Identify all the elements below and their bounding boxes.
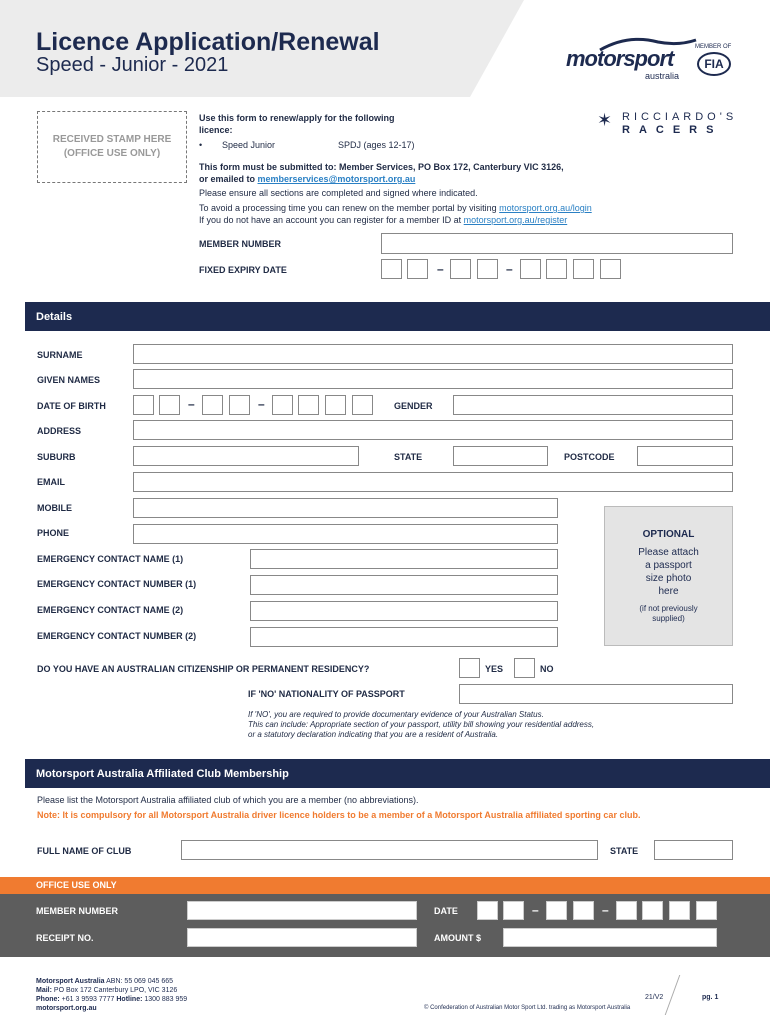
receipt-input[interactable] <box>187 928 417 947</box>
ec-number-2-label: EMERGENCY CONTACT NUMBER (2) <box>37 631 197 641</box>
no-checkbox[interactable] <box>514 658 535 678</box>
postcode-input[interactable] <box>637 446 733 466</box>
bullet: • <box>199 140 203 150</box>
office-date-digit[interactable] <box>669 901 690 920</box>
expiry-label: FIXED EXPIRY DATE <box>199 265 287 275</box>
footer-mail: PO Box 172 Canterbury LPO, VIC 3126 <box>51 987 178 994</box>
expiry-digit[interactable] <box>546 259 567 279</box>
footer-mail-label: Mail: <box>36 987 52 994</box>
ec-name-2-label: EMERGENCY CONTACT NAME (2) <box>37 605 184 615</box>
photo-line-2: a passport <box>645 560 692 571</box>
date-separator: – <box>258 397 265 411</box>
stamp-line-2: (OFFICE USE ONLY) <box>63 148 161 159</box>
phone-label: PHONE <box>37 528 70 538</box>
footer-phone: +61 3 9593 7777 <box>59 996 117 1003</box>
email-input[interactable] <box>133 472 733 492</box>
footer-hotline-label: Hotline: <box>116 996 143 1003</box>
email-label: EMAIL <box>37 477 65 487</box>
expiry-digit[interactable] <box>573 259 594 279</box>
portal-link[interactable]: motorsport.org.au/login <box>499 203 592 213</box>
dob-digit[interactable] <box>298 395 319 415</box>
amount-label: AMOUNT $ <box>434 933 481 943</box>
postcode-label: POSTCODE <box>564 452 615 462</box>
office-use-band: OFFICE USE ONLY <box>0 877 770 894</box>
club-heading: Motorsport Australia Affiliated Club Membership <box>25 759 770 788</box>
suburb-input[interactable] <box>133 446 359 466</box>
ec-number-1-input[interactable] <box>250 575 558 595</box>
nationality-label: IF 'NO' NATIONALITY OF PASSPORT <box>248 689 405 699</box>
partner-line-1: RICCIARDO'S <box>622 111 738 123</box>
gender-label: GENDER <box>394 401 433 411</box>
expiry-digit[interactable] <box>381 259 402 279</box>
mobile-label: MOBILE <box>37 503 72 513</box>
register-link[interactable]: motorsport.org.au/register <box>463 215 568 225</box>
details-heading: Details <box>25 302 770 331</box>
emailed-prefix: or emailed to <box>199 174 258 184</box>
licence-code: SPDJ (ages 12-17) <box>338 140 415 150</box>
date-separator: – <box>532 903 539 917</box>
page-number: pg. 1 <box>702 994 719 1001</box>
receipt-label: RECEIPT NO. <box>36 933 94 943</box>
footer-org: Motorsport Australia <box>36 978 105 985</box>
office-date-digit[interactable] <box>642 901 663 920</box>
form-subtitle: Speed - Junior - 2021 <box>36 54 229 76</box>
ec-name-1-label: EMERGENCY CONTACT NAME (1) <box>37 554 184 564</box>
suburb-label: SUBURB <box>37 452 76 462</box>
version-label: 21/V2 <box>645 994 664 1001</box>
club-note: Note: It is compulsory for all Motorsport Australia driver licence holders to be a member of a Motorsport Australia affiliated sporting car club. <box>37 810 641 820</box>
footer-hotline: 1300 883 959 <box>142 996 188 1003</box>
office-date-digit[interactable] <box>546 901 567 920</box>
no-label: NO <box>540 664 554 674</box>
date-separator: – <box>188 397 195 411</box>
photo-box <box>604 506 733 646</box>
amount-input[interactable] <box>503 928 717 947</box>
ensure-text: Please ensure all sections are completed and signed where indicated. <box>199 188 478 198</box>
optional-title: OPTIONAL <box>642 529 695 540</box>
status-note-1: If 'NO', you are required to provide documentary evidence of your Australian Status. <box>248 710 544 719</box>
expiry-digit[interactable] <box>450 259 471 279</box>
state-input[interactable] <box>453 446 548 466</box>
brand-logo-sub: australia <box>645 71 680 81</box>
date-separator: – <box>437 262 444 276</box>
given-names-label: GIVEN NAMES <box>37 375 101 385</box>
mobile-input[interactable] <box>133 498 558 518</box>
register-text: If you do not have an account you can register for a member ID at <box>199 215 464 225</box>
state-label: STATE <box>394 452 423 462</box>
dob-digit[interactable] <box>229 395 250 415</box>
office-date-digit[interactable] <box>573 901 594 920</box>
footer-contact <box>36 977 187 1013</box>
surname-label: SURNAME <box>37 350 83 360</box>
nationality-input[interactable] <box>459 684 733 704</box>
status-note-2: This can include: Appropriate section of your passport, utility bill showing your residential address, <box>248 720 595 729</box>
yes-label: YES <box>485 664 504 674</box>
office-date-digit[interactable] <box>477 901 498 920</box>
given-names-input[interactable] <box>133 369 733 389</box>
dob-label: DATE OF BIRTH <box>37 401 106 411</box>
club-name-input[interactable] <box>181 840 598 860</box>
member-number-input[interactable] <box>381 233 733 254</box>
photo-line-1: Please attach <box>638 547 699 558</box>
club-state-label: STATE <box>610 846 639 856</box>
footer-phone-label: Phone: <box>36 996 60 1003</box>
office-member-input[interactable] <box>187 901 417 920</box>
stamp-line-1: RECEIVED STAMP HERE <box>52 134 172 145</box>
club-instructions: Please list the Motorsport Australia affiliated club of which you are a member (no abbreviations). <box>37 795 419 805</box>
address-label: ADDRESS <box>37 426 82 436</box>
date-separator: – <box>602 903 609 917</box>
received-stamp-box <box>37 111 187 183</box>
photo-line-4: here <box>658 586 679 597</box>
phone-input[interactable] <box>133 524 558 544</box>
expiry-digit[interactable] <box>477 259 498 279</box>
citizenship-question: DO YOU HAVE AN AUSTRALIAN CITIZENSHIP OR PERMANENT RESIDENCY? <box>37 664 370 674</box>
renew-text: Use this form to renew/apply for the following licence: <box>199 113 395 135</box>
office-member-label: MEMBER NUMBER <box>36 906 118 916</box>
yes-checkbox[interactable] <box>459 658 480 678</box>
dob-digit[interactable] <box>133 395 154 415</box>
ricciardo-logo-icon: ✶ <box>597 110 613 130</box>
submit-text: This form must be submitted to: Member Services, PO Box 172, Canterbury VIC 3126, <box>199 162 564 172</box>
ec-number-2-input[interactable] <box>250 627 558 647</box>
office-date-digit[interactable] <box>503 901 524 920</box>
expiry-digit[interactable] <box>407 259 428 279</box>
address-input[interactable] <box>133 420 733 440</box>
portal-text: To avoid a processing time you can renew on the member portal by visiting <box>199 203 500 213</box>
footer-divider <box>665 975 681 1015</box>
dob-digit[interactable] <box>159 395 180 415</box>
ec-name-1-input[interactable] <box>250 549 558 569</box>
expiry-digit[interactable] <box>600 259 621 279</box>
photo-line-3: size photo <box>645 573 692 584</box>
dob-digit[interactable] <box>325 395 346 415</box>
surname-input[interactable] <box>133 344 733 364</box>
club-name-label: FULL NAME OF CLUB <box>37 846 132 856</box>
confederation-text: © Confederation of Australian Motor Sport Ltd. trading as Motorsport Australia <box>424 1005 631 1011</box>
status-note-3: or a statutory declaration indicating that you are a resident of Australia. <box>248 730 499 739</box>
form-title: Licence Application/Renewal <box>36 28 380 56</box>
date-separator: – <box>506 262 513 276</box>
dob-digit[interactable] <box>352 395 373 415</box>
office-date-digit[interactable] <box>616 901 637 920</box>
partner-line-2: RACERS <box>622 124 723 136</box>
footer-abn: ABN: 55 069 045 665 <box>104 978 174 985</box>
licence-name: Speed Junior <box>222 140 276 150</box>
member-number-label: MEMBER NUMBER <box>199 239 281 249</box>
footer-website: motorsport.org.au <box>36 1005 97 1012</box>
gender-input[interactable] <box>453 395 733 415</box>
brand-logo: motorsport <box>566 46 674 71</box>
member-of-label: MEMBER OF <box>695 44 732 50</box>
office-date-label: DATE <box>434 906 458 916</box>
photo-sub-1: (if not previously <box>639 604 698 613</box>
expiry-digit[interactable] <box>520 259 541 279</box>
photo-sub-2: supplied) <box>652 614 685 623</box>
ec-number-1-label: EMERGENCY CONTACT NUMBER (1) <box>37 579 197 589</box>
fia-logo: FIA <box>697 52 731 76</box>
office-date-digit[interactable] <box>696 901 717 920</box>
dob-digit[interactable] <box>272 395 293 415</box>
dob-digit[interactable] <box>202 395 223 415</box>
club-state-input[interactable] <box>654 840 733 860</box>
ec-name-2-input[interactable] <box>250 601 558 621</box>
email-link[interactable]: memberservices@motorsport.org.au <box>257 174 416 184</box>
